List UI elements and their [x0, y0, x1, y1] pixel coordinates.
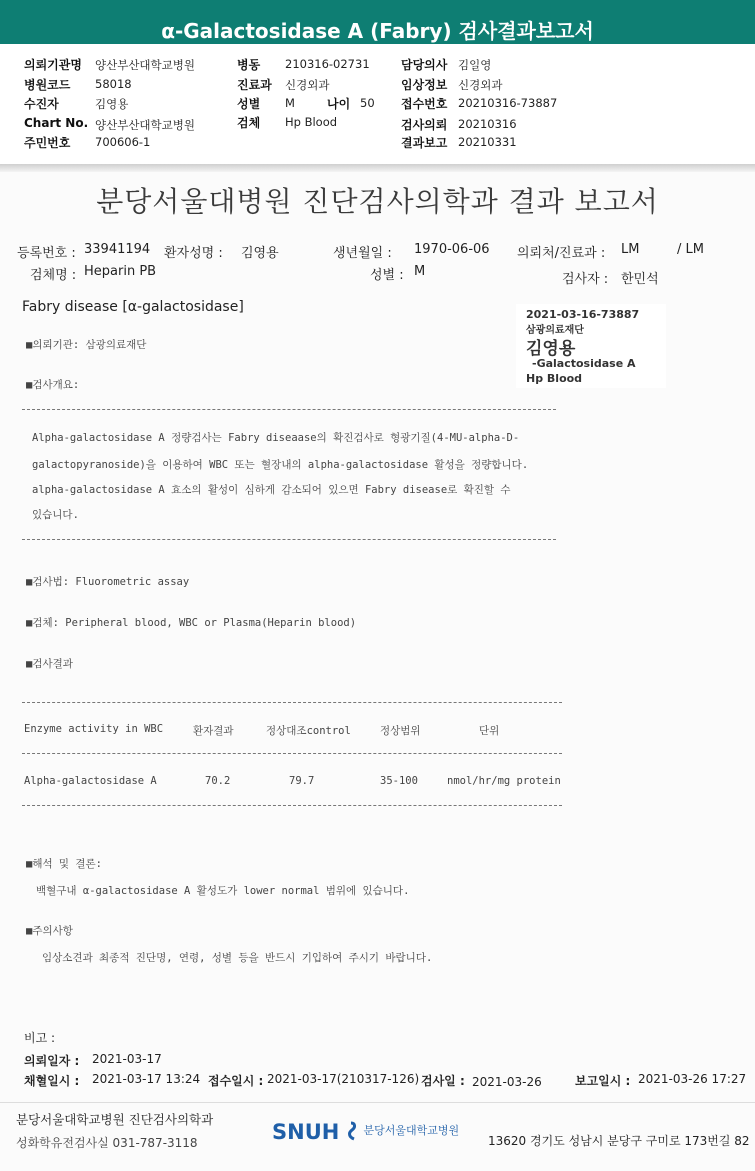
- page-divider: [0, 164, 755, 172]
- report-title: 분당서울대병원 진단검사의학과 결과 보고서: [96, 185, 659, 218]
- request-date-label: 의뢰일자 :: [24, 1054, 80, 1068]
- header-title: α-Galactosidase A (Fabry) 검사결과보고서: [161, 19, 594, 43]
- test-date-label: 검사일 :: [421, 1074, 465, 1088]
- divider: [22, 805, 562, 806]
- value-resident-no: 700606-1: [95, 135, 151, 149]
- patient-name-label: 환자성명 :: [164, 246, 223, 261]
- report-date-value: 2021-03-26 17:27: [638, 1072, 747, 1086]
- label-specimen: 검체: [237, 116, 261, 130]
- specimen-value: Heparin PB: [84, 264, 157, 279]
- receive-label: 접수일시 :: [208, 1074, 264, 1088]
- value-chart-no: 양산부산대학교병원: [95, 118, 195, 132]
- sex-label: 성별 :: [370, 268, 404, 283]
- sex-value: M: [414, 264, 426, 279]
- dept-value: LM: [621, 242, 640, 257]
- logo-text: SNUH: [272, 1120, 340, 1144]
- lab-line: ■의뢰기관: 삼광의료재단: [26, 339, 147, 351]
- patient-name-value: 김영용: [241, 246, 279, 261]
- value-receipt-no: 20210316-73887: [458, 96, 558, 110]
- divider: [22, 409, 556, 410]
- dob-label: 생년월일 :: [333, 246, 392, 261]
- stamp-receipt-no: 2021-03-16-73887: [526, 308, 640, 321]
- table-cell-unit: nmol/hr/mg protein: [447, 775, 561, 787]
- label-receipt-no: 접수번호: [401, 97, 448, 111]
- table-header-unit: 단위: [479, 725, 500, 737]
- collect-value: 2021-03-17 13:24: [92, 1072, 201, 1086]
- request-date-value: 2021-03-17: [92, 1052, 162, 1066]
- overview-line-4: 있습니다.: [32, 509, 79, 521]
- stamp-specimen: Hp Blood: [526, 372, 583, 385]
- value-result-report: 20210331: [458, 135, 517, 149]
- notes-heading: ■주의사항: [26, 925, 73, 937]
- remarks-label: 비고 :: [24, 1031, 56, 1045]
- value-dept: 신경외과: [285, 78, 330, 92]
- test-title: Fabry disease [α-galactosidase]: [22, 299, 244, 315]
- logo-emblem-icon: [344, 1121, 358, 1141]
- label-resident-no: 주민번호: [24, 136, 71, 150]
- value-hospital-code: 58018: [95, 77, 132, 91]
- table-cell-range: 35-100: [380, 775, 418, 787]
- divider: [22, 702, 562, 703]
- divider: [22, 753, 562, 754]
- footer-lab-phone: 성화학유전검사실 031-787-3118: [16, 1136, 198, 1150]
- report-header-bar: [0, 0, 755, 44]
- value-specimen: Hp Blood: [285, 115, 338, 129]
- footer-address: 13620 경기도 성남시 분당구 구미로 173번길 82: [488, 1134, 750, 1148]
- footer-dept: 분당서울대학교병원 진단검사의학과: [16, 1112, 214, 1127]
- dept-label: 의뢰처/진료과 :: [517, 246, 606, 261]
- sample-line: ■검체: Peripheral blood, WBC or Plasma(Heparin blood): [26, 617, 357, 629]
- label-institution: 의뢰기관명: [24, 58, 82, 72]
- value-age: 50: [360, 96, 375, 110]
- label-test-request: 검사의뢰: [401, 118, 448, 132]
- reg-no-label: 등록번호 :: [17, 246, 76, 261]
- divider: [22, 539, 556, 540]
- collect-label: 채혈일시 :: [24, 1074, 80, 1088]
- value-ward: 210316-02731: [285, 57, 370, 71]
- label-chart-no: Chart No.: [24, 116, 89, 130]
- label-age: 나이: [327, 97, 351, 111]
- test-date-value: 2021-03-26: [472, 1075, 542, 1089]
- dept-value-2: / LM: [677, 242, 704, 257]
- overview-heading: ■검사개요:: [26, 379, 80, 391]
- table-cell-control: 79.7: [289, 775, 315, 787]
- label-dept: 진료과: [237, 78, 272, 92]
- interpretation-heading: ■해석 및 결론:: [26, 858, 103, 870]
- table-header-range: 정상범위: [380, 725, 421, 737]
- stamp-lab: 삼광의료재단: [526, 325, 584, 336]
- tester-value: 한민석: [621, 272, 659, 287]
- label-doctor: 담당의사: [401, 58, 448, 72]
- stamp-patient-name: 김영용: [526, 339, 576, 359]
- table-header-enzyme: Enzyme activity in WBC: [24, 723, 164, 735]
- overview-line-3: alpha-galactosidase A 효소의 활성이 심하게 감소되어 있으면 Fabry disease로 확진할 수: [32, 484, 511, 496]
- overview-line-1: Alpha-galactosidase A 정량검사는 Fabry diseaase의 확진검사로 형광기질(4-MU-alpha-D-: [32, 432, 520, 444]
- specimen-label: 검체명 :: [30, 268, 77, 283]
- reg-no-value: 33941194: [84, 242, 151, 257]
- notes-text: 임상소견과 최종적 진단명, 연령, 성별 등을 반드시 기입하여 주시기 바랍니다.: [42, 952, 433, 964]
- value-doctor: 김일영: [458, 58, 492, 72]
- table-header-patient: 환자결과: [193, 725, 234, 737]
- footer-divider: [0, 1102, 755, 1103]
- label-clinical-info: 임상정보: [401, 78, 448, 92]
- label-result-report: 결과보고: [401, 136, 448, 150]
- report-page: [0, 172, 755, 1171]
- table-header-control: 정상대조control: [266, 725, 351, 737]
- tester-label: 검사자 :: [562, 272, 609, 287]
- label-hospital-code: 병원코드: [24, 78, 71, 92]
- stamp-test: -Galactosidase A: [532, 357, 636, 370]
- value-examinee: 김영용: [95, 97, 129, 111]
- result-heading: ■검사결과: [26, 658, 73, 670]
- table-cell-patient: 70.2: [205, 775, 231, 787]
- label-examinee: 수진자: [24, 97, 59, 111]
- top-info-panel: [0, 44, 755, 165]
- method-line: ■검사법: Fluorometric assay: [26, 576, 190, 588]
- interpretation-text: 백혈구내 α-galactosidase A 활성도가 lower normal 범위에 있습니다.: [36, 885, 410, 897]
- value-sex: M: [285, 96, 295, 110]
- value-clinical-info: 신경외과: [458, 78, 503, 92]
- value-test-request: 20210316: [458, 117, 517, 131]
- specimen-label-stamp: [516, 304, 666, 388]
- label-sex: 성별: [237, 97, 261, 111]
- table-cell-enzyme: Alpha-galactosidase A: [24, 775, 157, 787]
- overview-line-2: galactopyranoside)을 이용하여 WBC 또는 혈장내의 alpha-galactosidase 활성을 정량합니다.: [32, 459, 529, 471]
- label-ward: 병동: [237, 58, 261, 72]
- logo-name: 분당서울대학교병원: [363, 1124, 460, 1137]
- receive-value: 2021-03-17(210317-126): [267, 1072, 420, 1086]
- dob-value: 1970-06-06: [414, 242, 490, 257]
- report-date-label: 보고일시 :: [575, 1074, 631, 1088]
- hospital-logo: [272, 1120, 459, 1144]
- value-institution: 양산부산대학교병원: [95, 58, 195, 72]
